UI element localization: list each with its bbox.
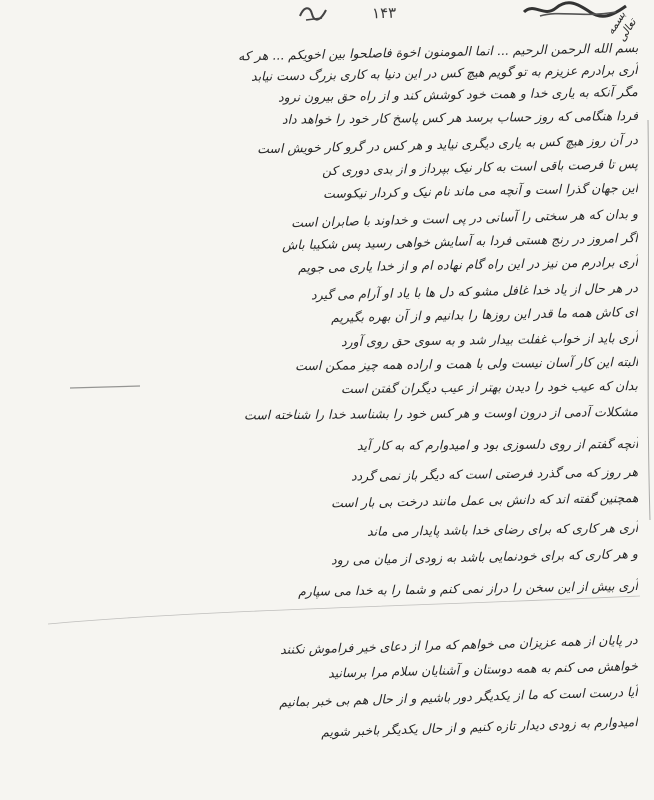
letter-line: بدان که عیب خود را دیدن بهتر از عیب دیگران گفتن است [341,378,639,397]
letter-line: آری برادرم من نیز در این راه گام نهاده ام و از خدا یاری می جویم [297,254,639,275]
letter-line: البته این کار آسان نیست ولی با همت و اراده همه چیز ممکن است [294,354,639,374]
letter-line: بسم الله الرحمن الرحیم ... انما المومنون اخوة فاصلحوا بین اخویکم ... هر که [237,40,639,64]
margin-note: بسمه تعالی [604,8,639,44]
letter-line: آیا درست است که ما از یکدیگر دور باشیم و از حال هم بی خبر بمانیم [279,684,639,710]
letter-line: اگر امروز در رنج هستی فردا به آسایش خواهی رسید پس شکیبا باش [282,230,639,253]
letter-line: مشکلات آدمی از درون اوست و هر کس خود را بشناسد خدا را شناخته است [243,404,639,423]
letter-line: در پایان از همه عزیزان می خواهم که مرا از دعای خیر فراموش نکنند [280,632,639,657]
letter-body [20,36,638,786]
letter-line: هر روز که می گذرد فرصتی است که دیگر باز نمی گردد [350,464,639,484]
document-number: ۱۴۳ [371,3,397,23]
letter-line: و بدان که هر سختی را آسانی در پی است و خداوند با صابران است [290,206,639,231]
letter-line: ای کاش همه ما قدر این روزها را بدانیم و از آن بهره بگیریم [331,304,639,325]
letter-line: آری هر کاری که برای رضای خدا باشد پایدار می ماند [366,520,639,539]
letter-line: پس تا فرصت باقی است به کار نیک بپرداز و از بدی دوری کن [321,156,639,179]
letter-line: امیدوارم به زودی دیدار تازه کنیم و از حال یکدیگر باخبر شویم [321,714,639,740]
letter-line: خواهش می کنم به همه دوستان و آشنایان سلام مرا برسانید [328,658,639,681]
letter-line: آری باید از خواب غفلت بیدار شد و به سوی حق روی آورد [340,330,639,350]
letter-line: آری بیش از این سخن را دراز نمی کنم و شما را به خدا می سپارم [298,578,639,599]
letter-line: در آن روز هیچ کس به یاری دیگری نیاید و هر کس در گرو کار خویش است [257,132,639,157]
letter-line: مگر آنکه به یاری خدا و همت خود کوشش کند و از راه حق بیرون نرود [278,84,639,105]
letter-line: همچنین گفته اند که دانش بی عمل مانند درخت بی بار است [330,490,639,511]
letter-line: این جهان گذرا است و آنچه می ماند نام نیک و کردار نیکوست [322,180,639,202]
letter-line: آنچه گفتم از روی دلسوزی بود و امیدوارم که به کار آید [356,436,639,453]
letter-line: و هر کاری که برای خودنمایی باشد به زودی از میان می رود [331,546,639,568]
letter-line: فردا هنگامی که روز حساب برسد هر کس پاسخ کار خود را خواهد داد [281,108,639,127]
letter-line: در هر حال از یاد خدا غافل مشو که دل ها با یاد او آرام می گیرد [311,280,639,303]
stamp-mark [296,2,332,24]
letter-line: آری برادرم عزیزم به تو گویم هیچ کس در این دنیا به کاری بزرگ دست نیابد [251,62,639,84]
